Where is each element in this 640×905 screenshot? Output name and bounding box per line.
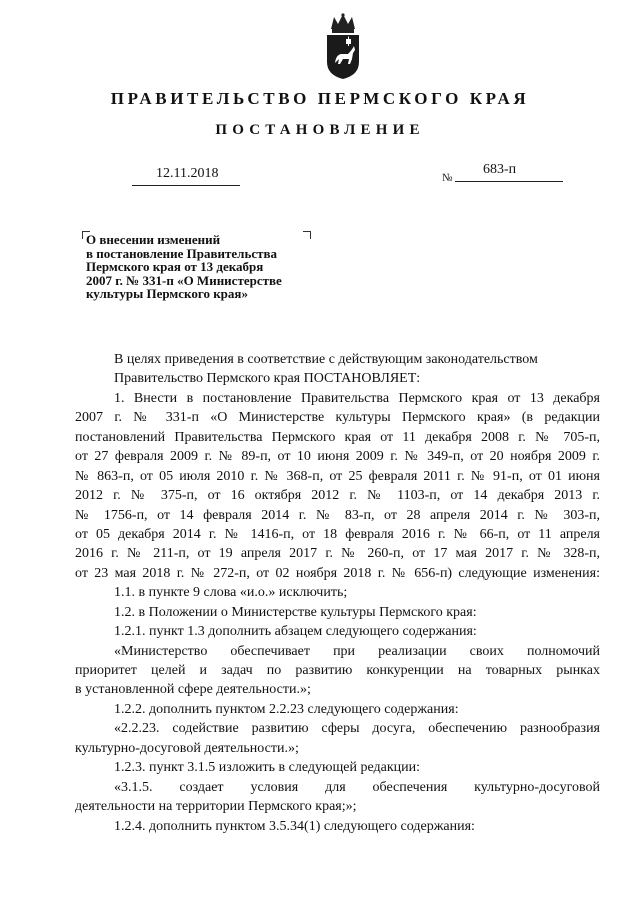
document-date: 12.11.2018 bbox=[156, 166, 219, 181]
subject-line: в постановление Правительства bbox=[86, 245, 278, 261]
number-sign: № bbox=[442, 172, 453, 184]
subject-line: культуры Пермского края» bbox=[86, 286, 248, 302]
subject-line: О внесении изменений bbox=[86, 232, 221, 247]
document-number: 683-п bbox=[483, 162, 517, 177]
body-line: 1. Внести в постановление Правительства Пермского края от 13 декабря bbox=[114, 390, 600, 406]
date-underline bbox=[132, 185, 240, 186]
body-line: «Министерство обеспечивает при реализации своих полномочий bbox=[114, 643, 600, 659]
document-subject bbox=[86, 233, 336, 301]
subject-line: Пермского края от 13 декабря bbox=[86, 259, 264, 275]
body-line: Правительство Пермского края ПОСТАНОВЛЯЕТ: bbox=[114, 371, 421, 387]
body-line: культурно-досуговой деятельности.»; bbox=[75, 740, 299, 756]
perm-krai-coat-of-arms-icon bbox=[324, 12, 362, 80]
body-line: деятельности на территории Пермского края;»; bbox=[75, 799, 357, 815]
body-line: «2.2.23. содействие развитию сферы досуга, обеспечению разнообразия bbox=[114, 721, 600, 737]
body-line: 2007 г. № 331-п «О Министерстве культуры Пермского края» (в редакции bbox=[75, 410, 600, 426]
body-line: 1.2.3. пункт 3.1.5 изложить в следующей редакции: bbox=[114, 760, 420, 776]
body-line: «3.1.5. создает условия для обеспечения культурно-досуговой bbox=[114, 779, 600, 795]
government-title: ПРАВИТЕЛЬСТВО ПЕРМСКОГО КРАЯ bbox=[110, 89, 530, 108]
body-line: 1.2.4. дополнить пунктом 3.5.34(1) следующего содержания: bbox=[114, 818, 475, 834]
body-line: в установленной сфере деятельности.»; bbox=[75, 682, 311, 698]
body-line: от 27 февраля 2009 г. № 89-п, от 10 июня 2009 г. № 349-п, от 20 ноября 2009 г. bbox=[75, 449, 600, 465]
body-line: № 863-п, от 05 июля 2010 г. № 368-п, от 25 февраля 2011 г. № 91-п, от 01 июня bbox=[75, 468, 600, 484]
body-line: 1.2.1. пункт 1.3 дополнить абзацем следующего содержания: bbox=[114, 624, 477, 640]
body-line: 1.2.2. дополнить пунктом 2.2.23 следующего содержания: bbox=[114, 701, 459, 717]
body-line: 1.2. в Положении о Министерстве культуры Пермского края: bbox=[114, 604, 477, 620]
body-line: от 05 декабря 2014 г. № 1416-п, от 18 февраля 2016 г. № 66-п, от 11 апреля bbox=[75, 526, 600, 542]
body-line: приоритет целей и задач по развитию конкуренции на товарных рынках bbox=[75, 663, 600, 678]
body-line: 2012 г. № 375-п, от 16 октября 2012 г. № 1103-п, от 14 декабря 2013 г. bbox=[75, 488, 600, 504]
body-line: № 1756-п, от 14 февраля 2014 г. № 83-п, от 28 апреля 2014 г. № 303-п, bbox=[75, 507, 600, 523]
body-line: постановлений Правительства Пермского края от 11 декабря 2008 г. № 705-п, bbox=[75, 429, 600, 445]
body-line: от 23 мая 2018 г. № 272-п, от 02 ноября 2018 г. № 656-п) следующие изменения: bbox=[75, 565, 600, 581]
subject-line: 2007 г. № 331-п «О Министерстве bbox=[86, 272, 282, 288]
number-underline bbox=[455, 181, 563, 182]
document-type: ПОСТАНОВЛЕНИЕ bbox=[215, 122, 425, 138]
body-line: 2016 г. № 211-п, от 19 апреля 2017 г. № 260-п, от 17 мая 2017 г. № 328-п, bbox=[75, 546, 600, 562]
document-body bbox=[75, 350, 600, 836]
body-line: 1.1. в пункте 9 слова «и.о.» исключить; bbox=[114, 585, 348, 601]
body-line: В целях приведения в соответствие с действующим законодательством bbox=[114, 352, 538, 367]
